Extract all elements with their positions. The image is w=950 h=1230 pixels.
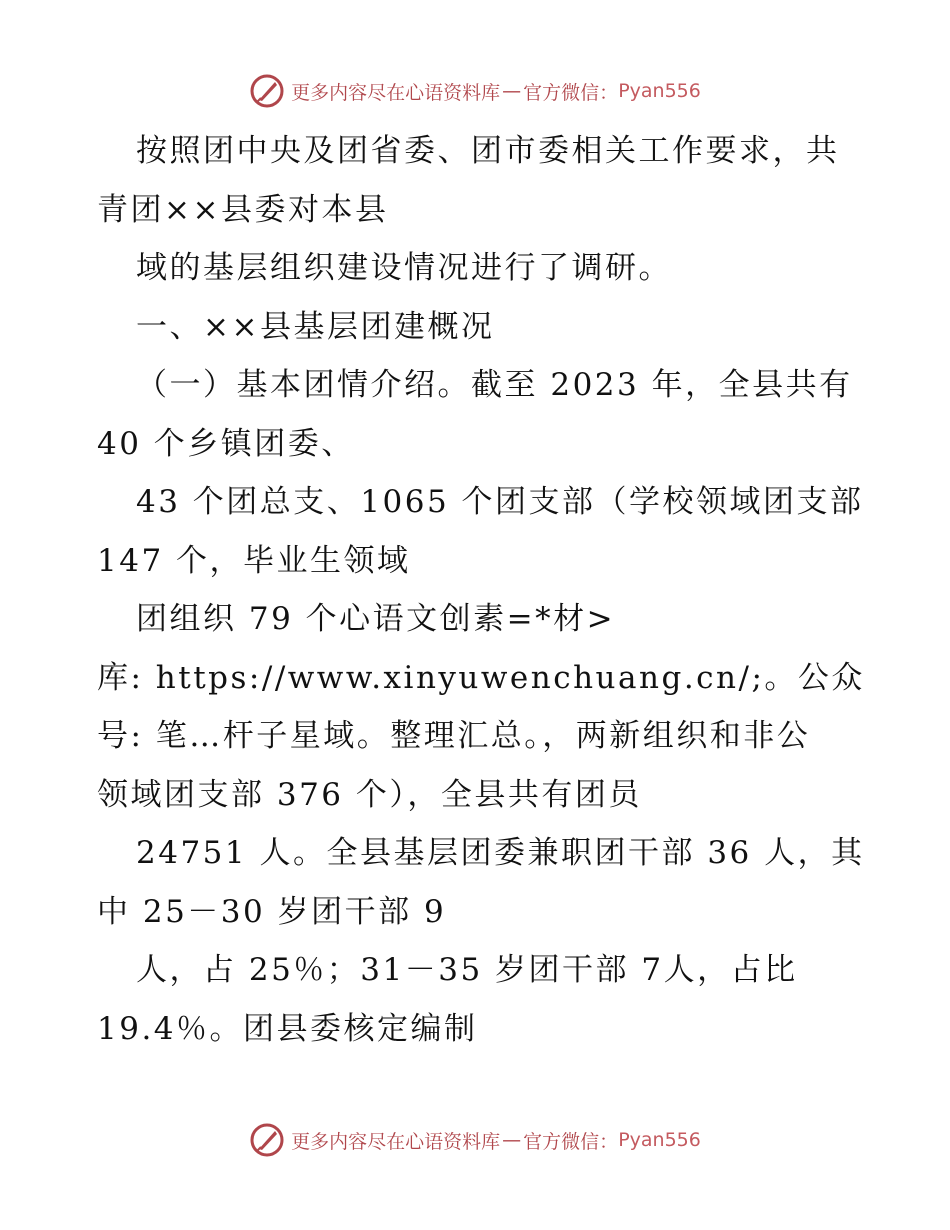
document-line: 领域团支部 376 个），全县共有团员 [97,776,642,813]
document-line: 域的基层组织建设情况进行了调研。 [136,250,672,286]
document-line: 青团××县委对本县 [97,191,389,228]
document-line: 中 25－30 岁团干部 9 [97,893,447,930]
watermark-site-text: 更多内容尽在心语资料库 [291,81,501,104]
document-line: 人，占 25％；31－35 岁团干部 7人，占比 [136,952,798,988]
header-watermark [0,71,950,111]
watermark-wechat-id: Pyan556 [618,1129,701,1151]
document-body [97,122,865,1058]
watermark-separator: — [502,1129,522,1151]
watermark-wechat-label: 官方微信： [523,1130,619,1153]
document-line: 19.4％。团县委核定编制 [97,1010,478,1047]
watermark-site-text: 更多内容尽在心语资料库 [291,1130,501,1153]
quill-logo-icon [249,73,285,109]
watermark-wechat-label: 官方微信： [523,81,619,104]
document-line: 按照团中央及团省委、团市委相关工作要求，共 [136,133,840,169]
document-line: 147 个，毕业生领域 [97,542,411,579]
watermark-wechat-id: Pyan556 [618,80,701,102]
document-line: 43 个团总支、1065 个团支部（学校领域团支部 [136,484,864,520]
document-line: 号: 笔…杆子星域。整理汇总。，两新组织和非公 [97,718,811,754]
footer-watermark [0,1120,950,1160]
document-line: 团组织 79 个心语文创素=*材> [136,601,616,637]
watermark-separator: — [502,80,522,102]
document-line: 库: https://www.xinyuwenchuang.cn/;。公众 [97,659,865,696]
document-line: （一）基本团情介绍。截至 2023 年，全县共有 [136,367,853,403]
document-line: 24751 人。全县基层团委兼职团干部 36 人，其 [136,835,865,871]
document-line: 一、××县基层团建概况 [136,308,495,345]
document-line: 40 个乡镇团委、 [97,425,355,462]
quill-logo-icon [249,1122,285,1158]
